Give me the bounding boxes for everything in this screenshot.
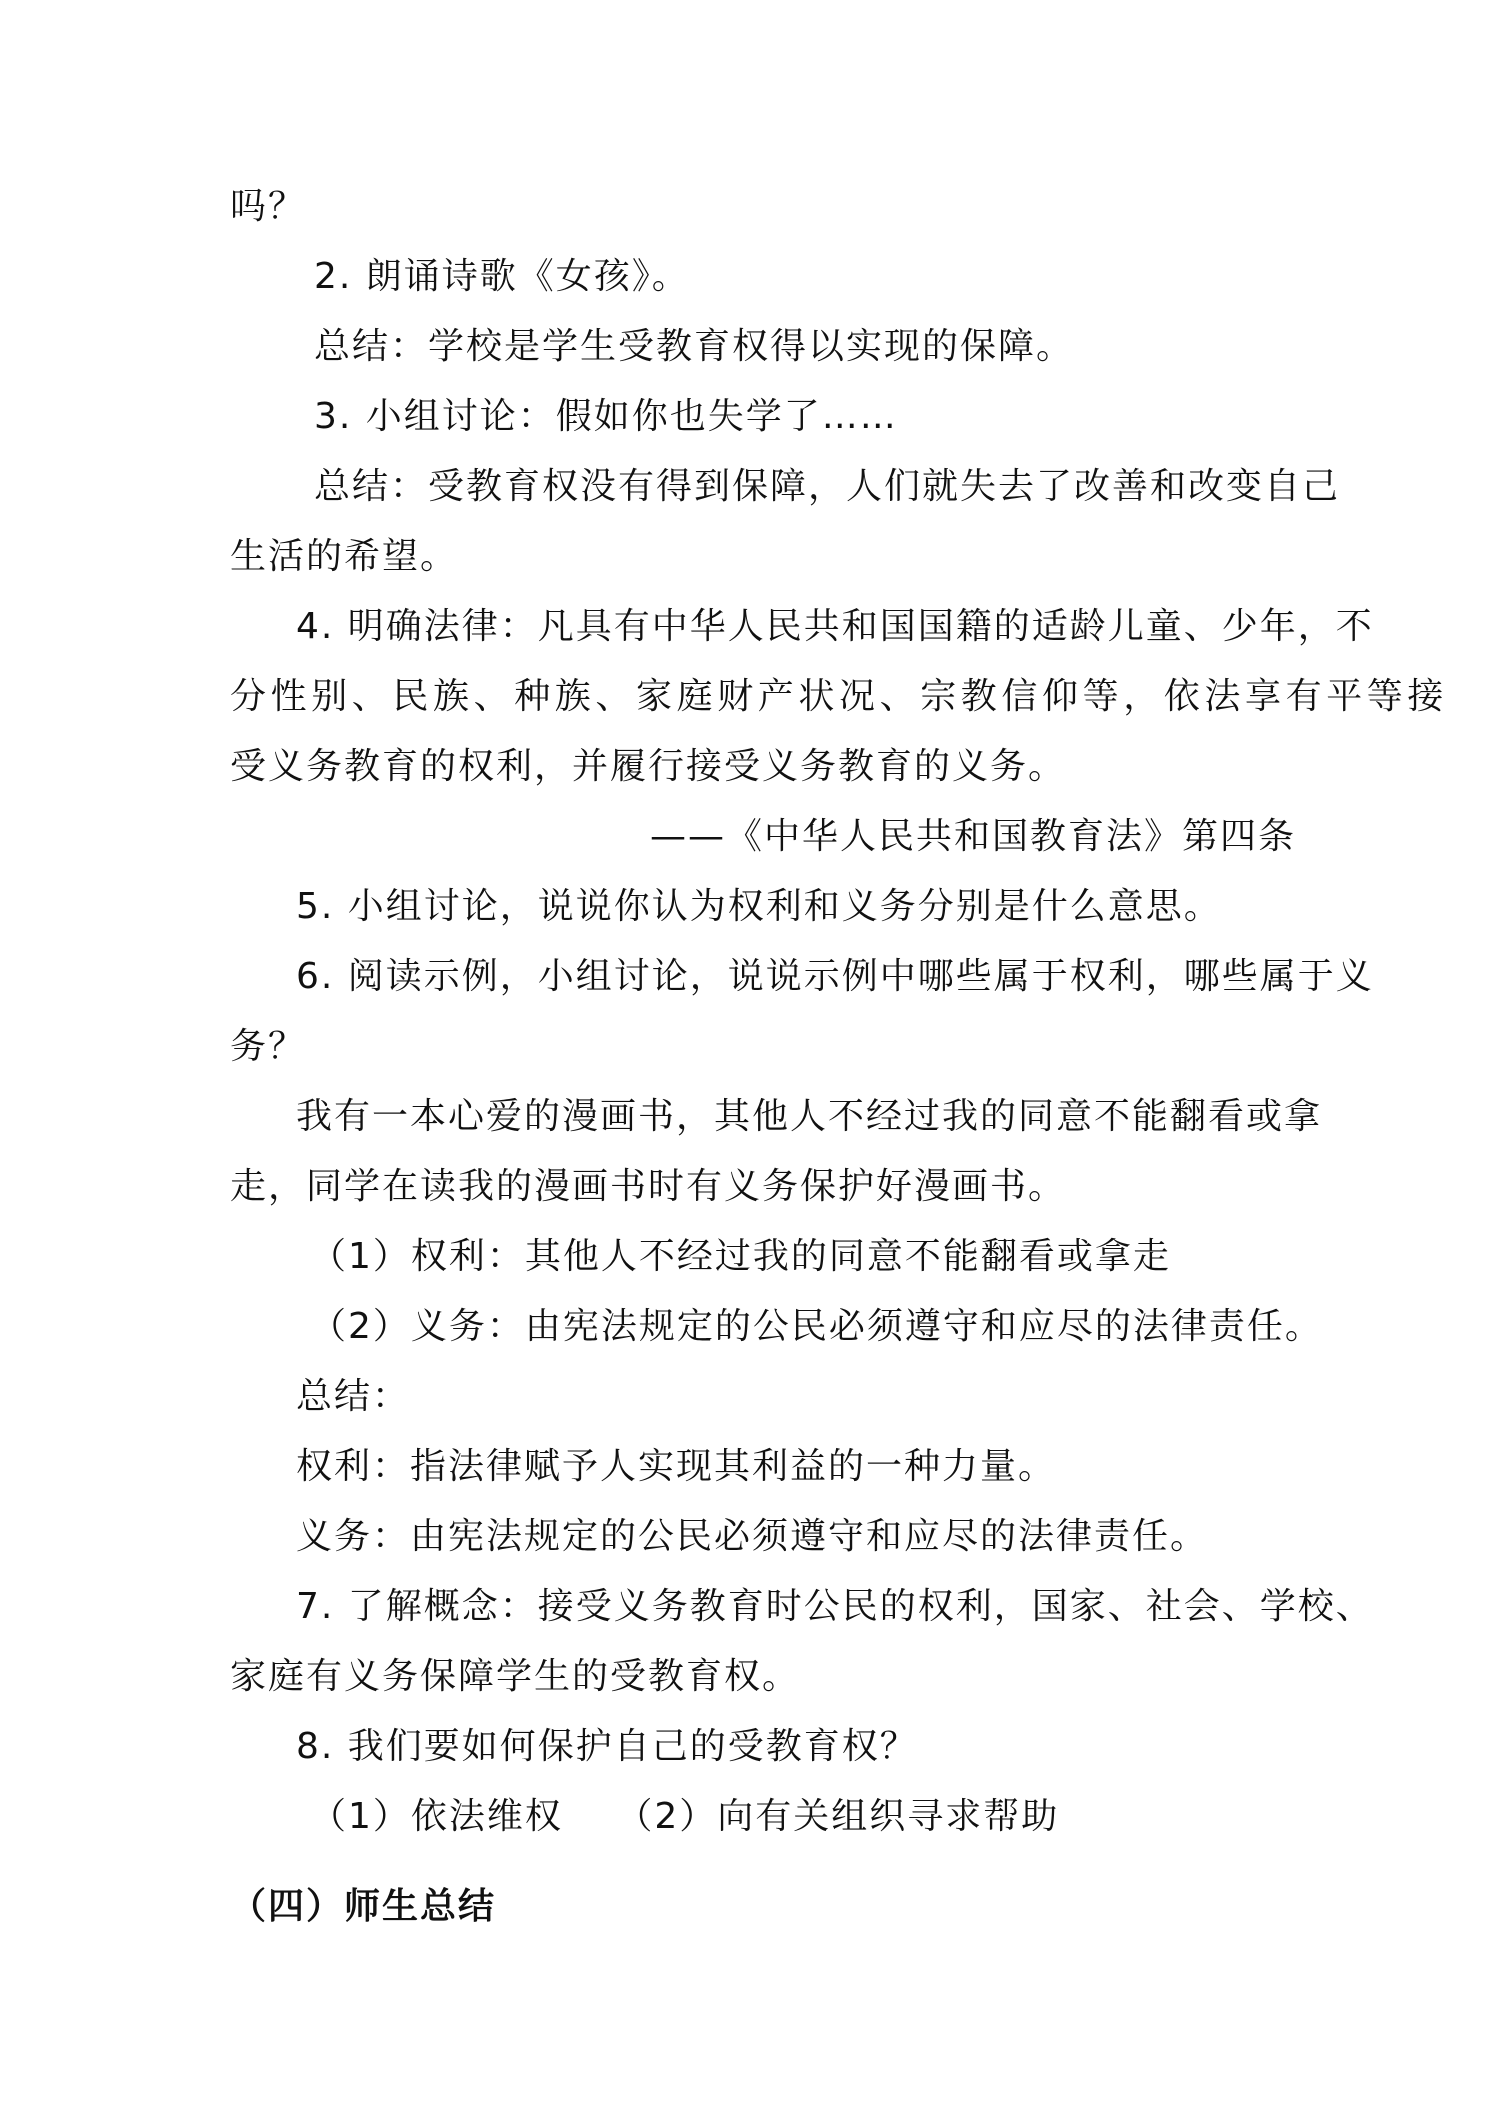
paragraph-line: 7. 了解概念：接受义务教育时公民的权利，国家、社会、学校、 bbox=[296, 1586, 1374, 1627]
paragraph-line: 吗？ bbox=[230, 186, 307, 227]
paragraph-line: 总结：学校是学生受教育权得以实现的保障。 bbox=[314, 326, 1075, 367]
paragraph-line: 我有一本心爱的漫画书，其他人不经过我的同意不能翻看或拿 bbox=[296, 1096, 1323, 1137]
paragraph-line: 权利：指法律赋予人实现其利益的一种力量。 bbox=[296, 1446, 1057, 1487]
list-item: （2）义务：由宪法规定的公民必须遵守和应尽的法律责任。 bbox=[310, 1306, 1323, 1347]
paragraph-line: 5. 小组讨论，说说你认为权利和义务分别是什么意思。 bbox=[296, 886, 1222, 927]
list-item: （1）依法维权 （2）向有关组织寻求帮助 bbox=[310, 1796, 1060, 1837]
paragraph-line: 总结： bbox=[296, 1376, 411, 1417]
paragraph-line: 4. 明确法律：凡具有中华人民共和国国籍的适龄儿童、少年，不 bbox=[296, 606, 1374, 647]
paragraph-line: 受义务教育的权利，并履行接受义务教育的义务。 bbox=[230, 746, 1067, 787]
paragraph-line: 总结：受教育权没有得到保障，人们就失去了改善和改变自己 bbox=[314, 466, 1341, 507]
paragraph-line: 家庭有义务保障学生的受教育权。 bbox=[230, 1656, 801, 1697]
paragraph-line: 义务：由宪法规定的公民必须遵守和应尽的法律责任。 bbox=[296, 1516, 1209, 1557]
paragraph-line: 分性别、民族、种族、家庭财产状况、宗教信仰等，依法享有平等接 bbox=[230, 676, 1449, 717]
paragraph-line: 走，同学在读我的漫画书时有义务保护好漫画书。 bbox=[230, 1166, 1067, 1207]
citation-line: ——《中华人民共和国教育法》第四条 bbox=[650, 816, 1297, 857]
paragraph-line: 2. 朗诵诗歌《女孩》。 bbox=[314, 256, 690, 297]
section-heading: （四）师生总结 bbox=[230, 1886, 497, 1927]
list-item: （1）权利：其他人不经过我的同意不能翻看或拿走 bbox=[310, 1236, 1171, 1277]
paragraph-line: 生活的希望。 bbox=[230, 536, 459, 577]
paragraph-line: 3. 小组讨论：假如你也失学了…… bbox=[314, 396, 898, 437]
paragraph-line: 8. 我们要如何保护自己的受教育权？ bbox=[296, 1726, 918, 1767]
paragraph-line: 务？ bbox=[230, 1026, 307, 1067]
paragraph-line: 6. 阅读示例，小组讨论，说说示例中哪些属于权利，哪些属于义 bbox=[296, 956, 1374, 997]
